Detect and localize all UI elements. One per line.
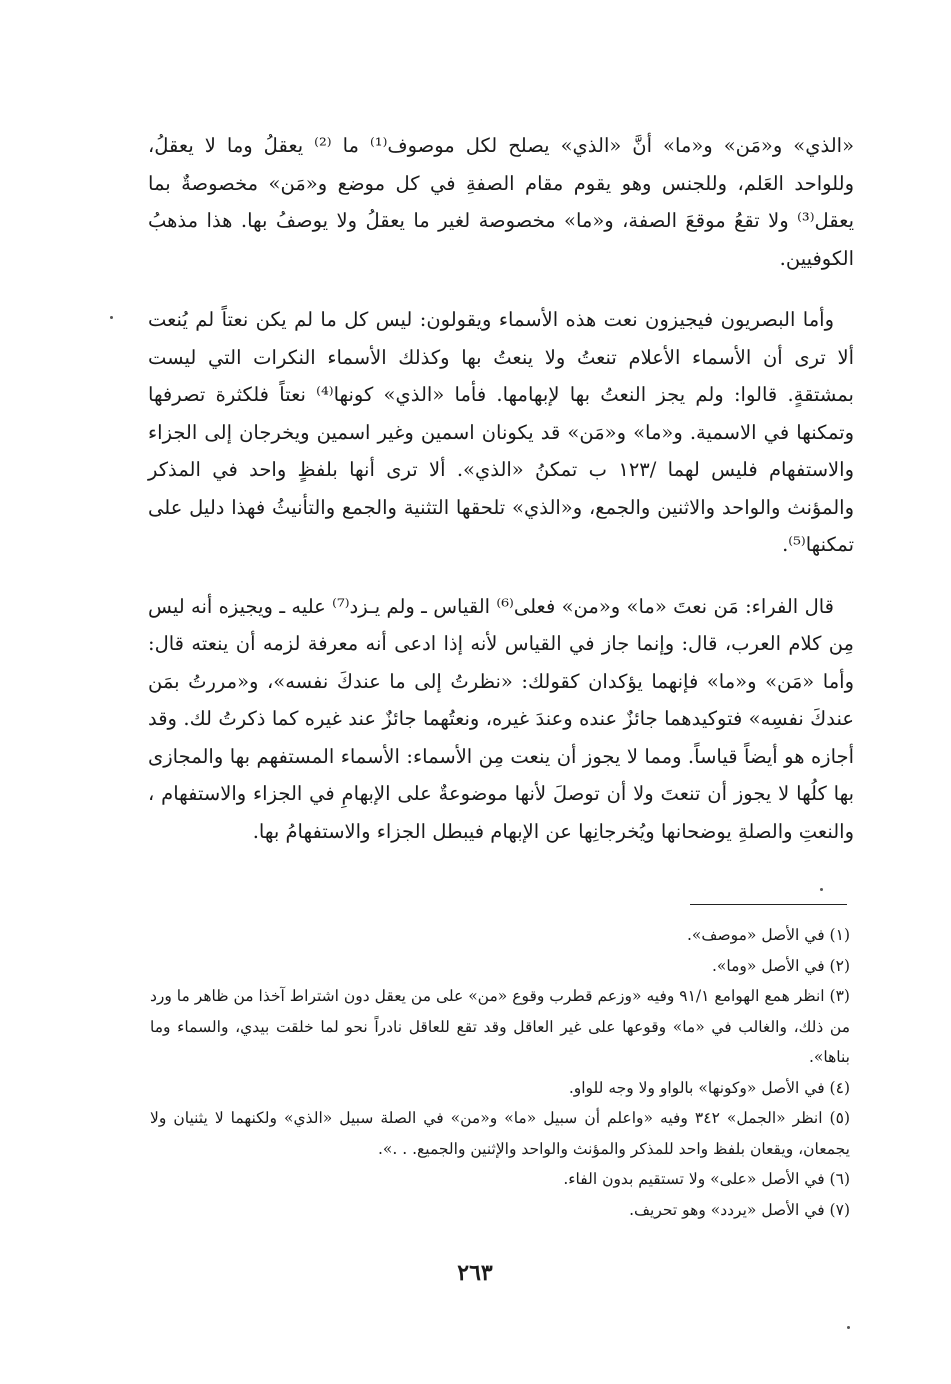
footnote-2: (٢) في الأصل «وما». bbox=[712, 956, 850, 975]
footnote-7: (٧) في الأصل «يردد» وهو تحريف. bbox=[629, 1200, 850, 1219]
scan-speck bbox=[847, 1326, 850, 1329]
footnotes-section bbox=[150, 920, 850, 1225]
scan-speck bbox=[820, 888, 823, 891]
footnote-separator bbox=[690, 904, 847, 905]
footnote-1: (١) في الأصل «موصف». bbox=[686, 926, 850, 944]
paragraph-3: قال الفراء: مَن نعتَ «ما» و«من» فعلى⁽⁶⁾ القياس ـ ولم يـزد⁽⁷⁾ عليه ـ ويجيزه أنه ليس مِن كلام العرب، قال: وإنما جاز في القياس لأنه إذا ادعى أنه معرفة لزمه أن ينعته قال: وأما «مَن» و«ما» فإنهما يؤكدان كقولك: «نظرتُ إلى ما عندكَ نفسه»، و«مررتُ بمَن عندكَ نفسِه» فتوكيدهما جائزٌ عنده وعندَ غيره، ونعتُهما جائزٌ عند غيره كما ذكرتُ لك. وقد أجازه هو أيضاً قياساً. ومما لا يجوز أن ينعت مِن الأسماء: الأسماء المستفهم بها والمجازى بها كلُها لا يجوز أن تنعتَ ولا أن توصلَ لأنها موضوعةٌ على الإبهامِ في الجزاء والاستفهام ، والنعتِ والصلةِ يوضحانها ويُخرجانِها عن الإبهام فيبطل الجزاء والاستفهامُ بها. bbox=[148, 594, 854, 843]
page-number: ٢٦٣ bbox=[457, 1260, 493, 1286]
paragraph-2: وأما البصريون فيجيزون نعت هذه الأسماء ويقولون: ليس كل ما لم يكن نعتاً لم يُنعت ألا ترى أن الأسماء الأعلام تنعتُ ولا ينعتُ بها وكذلك الأسماء النكرات التي ليست بمشتقةٍ. قالوا: ولم يجز النعتُ بها لإبهامها. فأما «الذي» كونها⁽⁴⁾ نعتاً فلكثرة تصرفها وتمكنها في الاسمية. و«ما» و«مَن» قد يكونان اسمين وغير اسمين ويخرجان إلى الجزاء والاستفهام فليس لهما /١٢٣ ب تمكنُ «الذي». ألا ترى أنها بلفظٍ واحد في المذكر والمؤنث والواحد والاثنين والجمع، و«الذي» تلحقها التثنية والجمع والتأنيثُ فهذا دليل على تمكنها⁽⁵⁾. bbox=[148, 308, 855, 556]
footnote-5: (٥) انظر «الجمل» ٣٤٢ وفيه «واعلم أن سبيل «ما» و«من» في الصلة سبيل «الذي» ولكنهما لا يثنيان ولا يجمعان، ويقعان بلفظ واحد للمذكر والمؤنث والواحد والإثنين والجميع. . .». bbox=[150, 1109, 850, 1158]
footnote-3: (٣) انظر همع الهوامع ٩١/١ وفيه «وزعم قطرب وقوع «من» على من يعقل دون اشتراط آخذا من ظاهر ما ورد من ذلك، والغالب في «ما» وقوعها على غير العاقل وقد تقع للعاقل نادراً نحو لما خلقت بيدي، والسماء وما بناها». bbox=[150, 987, 850, 1066]
main-text-body bbox=[148, 127, 854, 874]
scan-speck bbox=[110, 316, 113, 319]
footnote-6: (٦) في الأصل «على» ولا تستقيم بدون الفاء. bbox=[563, 1170, 850, 1188]
paragraph-1: «الذي» و«مَن» و«ما» أنَّ «الذي» يصلح لكل موصوف⁽¹⁾ ما ⁽²⁾ يعقلُ وما لا يعقلُ، وللواحد العَلم، وللجنس وهو يقوم مقام الصفةِ في كل موضع و«مَن» مخصوصةٌ بما يعقل⁽³⁾ ولا تقعُ موقعَ الصفة، و«ما» مخصوصة لغير ما يعقلُ ولا يوصفُ بها. هذا مذهبُ الكوفيين. bbox=[148, 134, 854, 270]
footnote-4: (٤) في الأصل «وكونها» بالواو ولا وجه للواو. bbox=[568, 1078, 850, 1097]
